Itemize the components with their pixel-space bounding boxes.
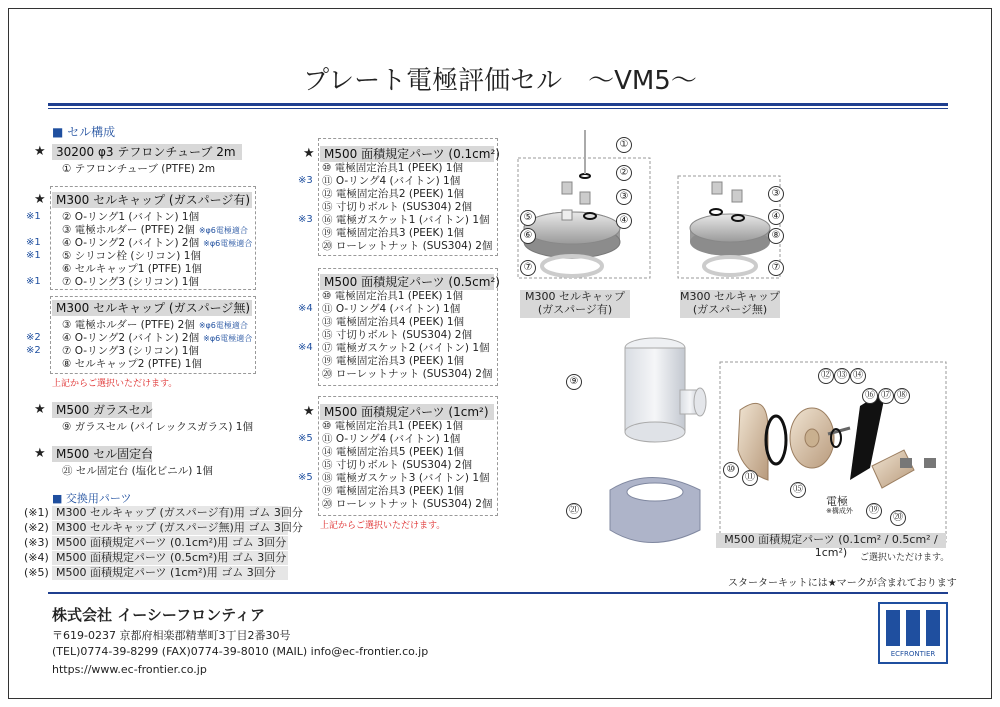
callout-7b: ⑦ [768, 260, 784, 276]
part-item: ⑪ O-リング4 (バイトン) 1個 [322, 433, 461, 445]
footer-rule [48, 592, 948, 594]
area05-header: M500 面積規定パーツ (0.5cm²) [320, 274, 494, 290]
fixture-1 [738, 403, 768, 480]
part-item: ⑮ 寸切りボルト (SUS304) 2個 [322, 459, 472, 471]
cell-section-title: ■ セル構成 [52, 125, 116, 139]
part-note: ※φ6電極適合 [198, 321, 248, 330]
callout-21: ㉑ [566, 503, 582, 519]
part-item: ⑰ 電極ガスケット2 (バイトン) 1個 [322, 342, 490, 354]
company-url[interactable]: https://www.ec-frontier.co.jp [52, 663, 207, 676]
part-item: ⑪ O-リング4 (バイトン) 1個 [322, 175, 461, 187]
part-item: ⑩ 電極固定治具1 (PEEK) 1個 [322, 290, 463, 302]
callout-2: ② [616, 165, 632, 181]
callout-3b: ③ [768, 186, 784, 202]
part-note: ※φ6電極適合 [198, 226, 248, 235]
select-note: 上記からご選択いただけます。 [52, 379, 178, 389]
callout-17: ⑰ [878, 388, 894, 404]
callout-12: ⑫ [818, 368, 834, 384]
exchange-row: M500 面積規定パーツ (1cm²)用 ゴム 3回分 [52, 566, 288, 580]
part-item: ③ 電極ホルダー (PTFE) 2個 ※φ6電極適合 [62, 319, 248, 331]
part-item: ⑩ 電極固定治具1 (PEEK) 1個 [322, 420, 463, 432]
part-item: ② O-リング1 (バイトン) 1個 [62, 211, 200, 223]
part-item: ⑲ 電極固定治具3 (PEEK) 1個 [322, 227, 465, 239]
glass-cell [625, 348, 685, 432]
electrode-label: 電極 [826, 495, 848, 508]
exchange-mark: (※4) [24, 551, 49, 564]
callout-5: ⑤ [520, 210, 536, 226]
company-contact: (TEL)0774-39-8299 (FAX)0774-39-8010 (MAIL) info@ec-frontier.co.jp [52, 645, 429, 658]
part-item: ⑬ 電極固定治具4 (PEEK) 1個 [322, 316, 465, 328]
starter-note: スターターキットには★マークが含まれております [728, 578, 957, 589]
fixture-3 [872, 450, 914, 488]
part-item: ⑩ 電極固定治具1 (PEEK) 1個 [322, 162, 463, 174]
replacement-mark: ※1 [26, 211, 41, 222]
part-item: ⑳ ローレットナット (SUS304) 2個 [322, 368, 493, 380]
callout-3: ③ [616, 189, 632, 205]
page-title: プレート電極評価セル ～VM5～ [303, 66, 697, 96]
area-select-note: ご選択いただけます。 [860, 553, 950, 563]
exchange-mark: (※1) [24, 506, 49, 519]
cap-with-header: M300 セルキャップ (ガスパージ有) [52, 192, 252, 208]
part-item: ⑮ 寸切りボルト (SUS304) 2個 [322, 201, 472, 213]
electrode-note: ※構成外 [826, 507, 853, 515]
cap-without-caption: M300 セルキャップ (ガスパージ無) [680, 290, 780, 316]
callout-16: ⑯ [862, 388, 878, 404]
exchange-row: M500 面積規定パーツ (0.1cm²)用 ゴム 3回分 [52, 536, 288, 550]
area1-header: M500 面積規定パーツ (1cm²) [320, 404, 494, 420]
replacement-mark: ※1 [26, 250, 41, 261]
cap-with-caption: M300 セルキャップ (ガスパージ有) [520, 290, 630, 318]
replacement-mark: ※4 [298, 303, 313, 314]
callout-4: ④ [616, 213, 632, 229]
part-item: ⑦ O-リング3 (シリコン) 1個 [62, 345, 199, 357]
replacement-mark: ※3 [298, 214, 313, 225]
part-item: ④ O-リング2 (バイトン) 2個 ※φ6電極適合 [62, 237, 253, 249]
star-mark: ★ [34, 446, 46, 461]
title-rule-thin [48, 108, 948, 109]
callout-15: ⑮ [790, 482, 806, 498]
replacement-mark: ※5 [298, 433, 313, 444]
star-mark: ★ [34, 402, 46, 417]
callout-8: ⑧ [768, 228, 784, 244]
callout-9: ⑨ [566, 374, 582, 390]
replacement-mark: ※2 [26, 345, 41, 356]
exchange-row: M300 セルキャップ (ガスパージ有)用 ゴム 3回分 [52, 506, 288, 520]
part-item: ⑲ 電極固定治具3 (PEEK) 1個 [322, 355, 465, 367]
replacement-mark: ※5 [298, 472, 313, 483]
company-name: 株式会社 イーシーフロンティア [52, 606, 265, 624]
star-mark: ★ [303, 146, 315, 161]
knurled-nut [900, 458, 912, 468]
o-ring-3 [542, 256, 602, 276]
electrode-holder [562, 182, 572, 194]
callout-20: ⑳ [890, 510, 906, 526]
star-mark: ★ [34, 192, 46, 207]
tube-item: ① テフロンチューブ (PTFE) 2m [62, 163, 216, 175]
part-item: ④ O-リング2 (バイトン) 2個 ※φ6電極適合 [62, 332, 253, 344]
exchange-mark: (※3) [24, 536, 49, 549]
exchange-row: M300 セルキャップ (ガスパージ無)用 ゴム 3回分 [52, 521, 288, 535]
area-caption: M500 面積規定パーツ (0.1cm² / 0.5cm² / 1cm²) [716, 533, 946, 548]
cap-without-header: M300 セルキャップ (ガスパージ無) [52, 300, 252, 316]
part-item: ⑯ 電極ガスケット1 (バイトン) 1個 [322, 214, 490, 226]
company-address: 〒619-0237 京都府相楽郡精華町3丁目2番30号 [52, 629, 291, 642]
select-note: 上記からご選択いただけます。 [320, 521, 446, 531]
part-note: ※φ6電極適合 [203, 334, 253, 343]
exchange-mark: (※2) [24, 521, 49, 534]
exchange-mark: (※5) [24, 566, 49, 579]
o-ring-4 [766, 416, 786, 464]
part-item: ⑱ 電極ガスケット3 (バイトン) 1個 [322, 472, 490, 484]
exchange-row: M500 面積規定パーツ (0.5cm²)用 ゴム 3回分 [52, 551, 288, 565]
part-item: ⑫ 電極固定治具2 (PEEK) 1個 [322, 188, 465, 200]
callout-10: ⑩ [723, 462, 739, 478]
part-item: ⑭ 電極固定治具5 (PEEK) 1個 [322, 446, 465, 458]
part-item: ⑤ シリコン栓 (シリコン) 1個 [62, 250, 201, 262]
callout-13: ⑬ [834, 368, 850, 384]
star-mark: ★ [34, 144, 46, 159]
callout-19: ⑲ [866, 503, 882, 519]
area01-header: M500 面積規定パーツ (0.1cm²) [320, 146, 494, 162]
title-rule [48, 103, 948, 106]
callout-4b: ④ [768, 209, 784, 225]
callout-14: ⑭ [850, 368, 866, 384]
stand-header: M500 セル固定台 [52, 446, 152, 462]
star-mark: ★ [303, 404, 315, 419]
replacement-mark: ※1 [26, 237, 41, 248]
callout-6: ⑥ [520, 228, 536, 244]
part-note: ※φ6電極適合 [203, 239, 253, 248]
replacement-mark: ※1 [26, 276, 41, 287]
part-item: ③ 電極ホルダー (PTFE) 2個 ※φ6電極適合 [62, 224, 248, 236]
company-logo [878, 602, 948, 664]
tube-header: 30200 φ3 テフロンチューブ 2m [52, 144, 242, 160]
stand-item: ㉑ セル固定台 (塩化ビニル) 1個 [62, 465, 213, 477]
part-item: ⑥ セルキャップ1 (PTFE) 1個 [62, 263, 202, 275]
part-item: ⑧ セルキャップ2 (PTFE) 1個 [62, 358, 202, 370]
part-item: ⑮ 寸切りボルト (SUS304) 2個 [322, 329, 472, 341]
part-item: ⑪ O-リング4 (バイトン) 1個 [322, 303, 461, 315]
callout-1: ① [616, 137, 632, 153]
logo-text: ECFRONTIER [890, 650, 936, 658]
replacement-mark: ※4 [298, 342, 313, 353]
part-item: ⑦ O-リング3 (シリコン) 1個 [62, 276, 199, 288]
glass-item: ⑨ ガラスセル (パイレックスガラス) 1個 [62, 421, 253, 433]
replacement-mark: ※3 [298, 175, 313, 186]
glass-header: M500 ガラスセル [52, 402, 152, 418]
exchange-title: ■ 交換用パーツ [52, 492, 132, 505]
callout-11: ⑪ [742, 470, 758, 486]
replacement-mark: ※2 [26, 332, 41, 343]
callout-7: ⑦ [520, 260, 536, 276]
part-item: ⑲ 電極固定治具3 (PEEK) 1個 [322, 485, 465, 497]
part-item: ⑳ ローレットナット (SUS304) 2個 [322, 240, 493, 252]
callout-18: ⑱ [894, 388, 910, 404]
part-item: ⑳ ローレットナット (SUS304) 2個 [322, 498, 493, 510]
